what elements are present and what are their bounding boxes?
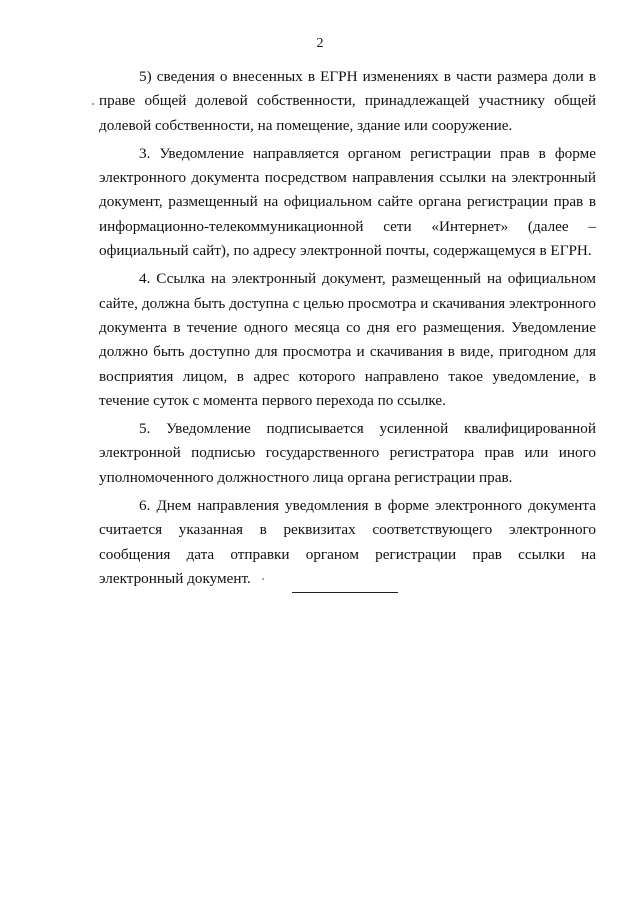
end-separator-line	[292, 592, 398, 593]
paragraph-5: 5. Уведомление подписывается усиленной квалифицированной электронной подписью государственного регистратора прав или иного уполномоченного должностного лица органа регистрации прав.	[99, 420, 596, 486]
paragraph-3: 3. Уведомление направляется органом регистрации прав в форме электронного документа посредством направления ссылки на электронный документ, размещенный на официальном сайте органа регистрации прав в информационно-телекоммуникационной сети «Интернет» (далее – официальный сайт), по адресу электронной почты, содержащемуся в ЕГРН.	[99, 144, 596, 260]
paragraph-item-5: 5) сведения о внесенных в ЕГРН изменениях в части размера доли в праве общей долевой собственности, принадлежащей участнику общей долевой собственности, на помещение, здание или сооружение.	[99, 68, 596, 134]
paragraph-4: 4. Ссылка на электронный документ, размещенный на официальном сайте, должна быть доступна с целью просмотра и скачивания электронного документа в течение одного месяца со дня его размещения. Уведомление должно быть доступно для просмотра и скачивания в виде, пригодном для восприятия лицом, в адрес которого направлено такое уведомление, в течение суток с момента первого перехода по ссылке.	[99, 270, 596, 409]
scan-speck	[92, 103, 94, 105]
paragraph-6: 6. Днем направления уведомления в форме электронного документа считается указанная в реквизитах соответствующего электронного сообщения дата отправки органом регистрации прав ссылки на электронный документ.	[99, 497, 596, 587]
scan-speck	[262, 578, 264, 580]
page-number: 2	[316, 36, 324, 51]
document-body	[99, 65, 596, 595]
